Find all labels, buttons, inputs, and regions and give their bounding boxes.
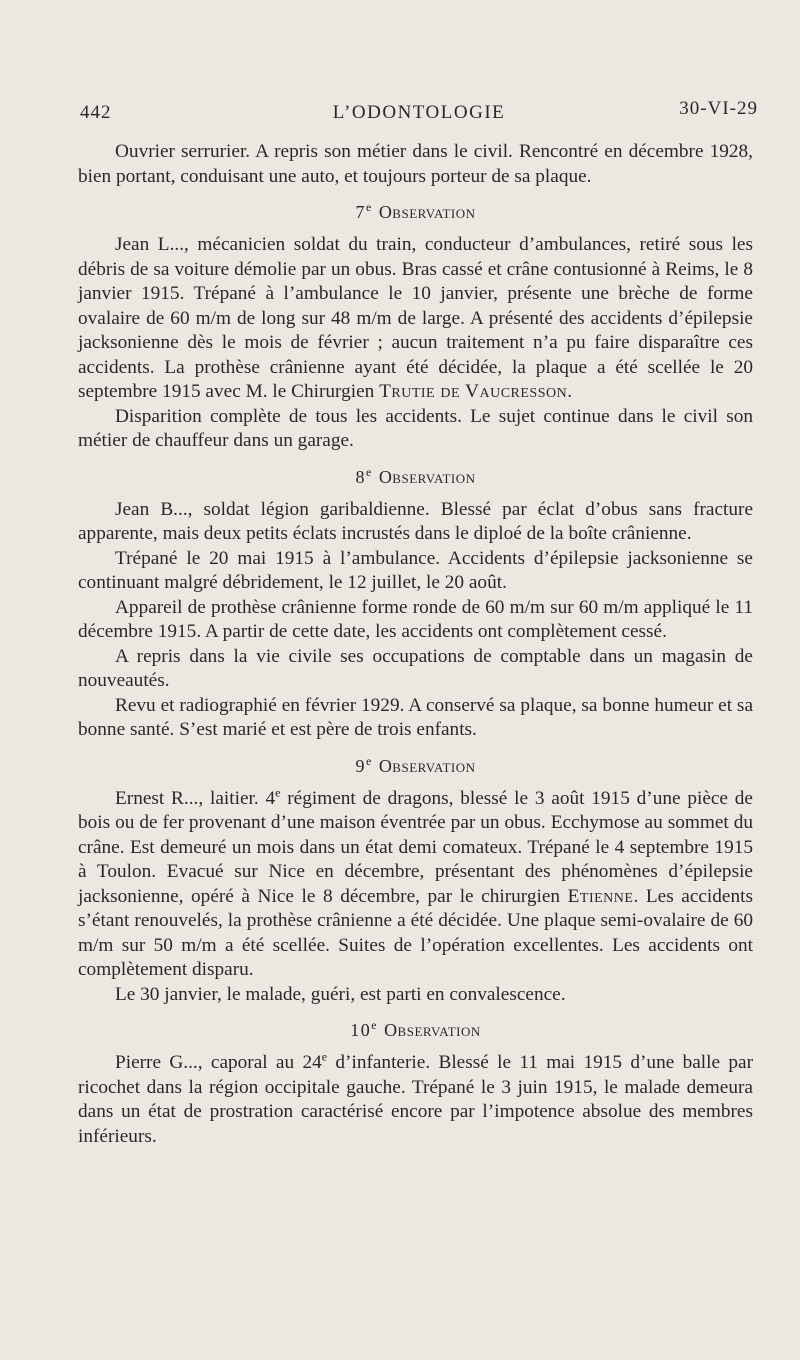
paragraph-case-ernest-r [78, 787, 753, 983]
heading-word: Observation [384, 1020, 481, 1040]
text-span: Ernest R..., laitier. 4 [115, 787, 276, 809]
paragraph: Disparition complète de tous les accidents. Le sujet continue dans le civil son métier de chauffeur dans un garage. [78, 405, 753, 451]
text-span: Pierre G..., caporal au 24 [115, 1052, 322, 1073]
ordinal-suffix: e [321, 1049, 328, 1064]
paragraph-continuation: Ouvrier serrurier. A repris son métier dans le civil. Rencontré en décembre 1928, bien portant, conduisant une auto, et toujours porteur de sa plaque. [78, 141, 753, 187]
heading-number: 7 [355, 202, 366, 222]
journal-title: L’ODONTOLOGIE [332, 102, 506, 123]
paragraph-case-jean-b: Jean B..., soldat légion garibaldienne. Blessé par éclat d’obus sans fracture apparente, mais deux petits éclats incrustés dans le diploé de la boîte crânienne. [78, 498, 753, 544]
paragraph: A repris dans la vie civile ses occupations de comptable dans un magasin de nouveautés. [78, 645, 753, 691]
text-span: . Les accidents s’étant renouvelés, la prothèse crânienne a été décidée. Une plaque semi-ovalaire de 60 m/m sur 50 m/m a été scellée. Suites de l’opération excellentes. Les accidents ont complètement disparu. [78, 885, 753, 980]
text-span: d’infanterie. Blessé le 11 mai 1915 d’une balle par ricochet dans la région occipitale gauche. Trépané le 3 juin 1915, le malade demeura dans un état de prostration caractérisé encore par l’impotence absolue des membres inférieurs. [78, 1052, 753, 1147]
heading-ordinal-suffix: e [371, 1018, 379, 1032]
heading-observation-8 [78, 465, 753, 489]
issue-date: 30-VI-29 [679, 98, 758, 119]
heading-word: Observation [378, 755, 476, 776]
heading-number: 8 [355, 466, 366, 487]
running-header [80, 98, 758, 128]
heading-word: Observation [378, 466, 476, 487]
paragraph-case-pierre-g [78, 1051, 753, 1149]
paragraph: Trépané le 20 mai 1915 à l’ambulance. Accidents d’épilepsie jacksonienne se continuant malgré débridement, le 12 juillet, le 20 août. [78, 547, 753, 593]
ordinal-suffix: e [275, 785, 281, 800]
heading-ordinal-suffix: e [365, 200, 373, 214]
heading-ordinal-suffix: e [365, 753, 373, 768]
text-span: Jean L..., mécanicien soldat du train, conducteur d’ambulances, retiré sous les débris de sa voiture démolie par un obus. Bras cassé et crâne contusionné à Reims, le 8 janvier 1915. Trépané à l’ambulance le 10 janvier, présente une brèche de forme ovalaire de 60 m/m de long sur 48 m/m de large. A présenté des accidents d’épilepsie jacksonienne dès le mois de février ; aucun traitement n’a pu faire disparaître ces accidents. La prothèse crânienne ayant été décidée, la plaque a été scellée le 20 septembre 1915 avec M. le Chirurgien [78, 234, 753, 402]
text-span: . [567, 381, 573, 402]
surgeon-name: Trutie de Vaucresson [379, 381, 568, 402]
surgeon-name: Etienne [567, 885, 634, 907]
heading-observation-7 [78, 200, 753, 224]
page-number: 442 [80, 102, 112, 123]
heading-number: 9 [355, 755, 366, 776]
paragraph: Le 30 janvier, le malade, guéri, est parti en convalescence. [115, 983, 566, 1005]
paragraph: Revu et radiographié en février 1929. A conservé sa plaque, sa bonne humeur et sa bonne santé. S’est marié et est père de trois enfants. [78, 694, 753, 740]
text-span: régiment de dragons, blessé le 3 août 1915 d’une pièce de bois ou de fer provenant d’une maison éventrée par un obus. Ecchymose au sommet du crâne. Est demeuré un mois dans un état demi comateux. Trépané le 4 septembre 1915 à Toulon. Evacué sur Nice en décembre, présentant des phénomènes d’épilepsie jacksonienne, opéré à Nice le 8 décembre, par le chirurgien [78, 787, 753, 907]
paragraph-case-jean-l [78, 233, 753, 405]
paragraph: Appareil de prothèse crânienne forme ronde de 60 m/m sur 60 m/m appliqué le 11 décembre 1915. A partir de cette date, les accidents ont complètement cessé. [78, 596, 753, 642]
body-text [78, 140, 753, 1149]
heading-number: 10 [350, 1020, 372, 1040]
heading-ordinal-suffix: e [365, 464, 373, 479]
heading-observation-10 [78, 1018, 753, 1042]
heading-observation-9 [78, 754, 753, 778]
heading-word: Observation [378, 202, 476, 222]
